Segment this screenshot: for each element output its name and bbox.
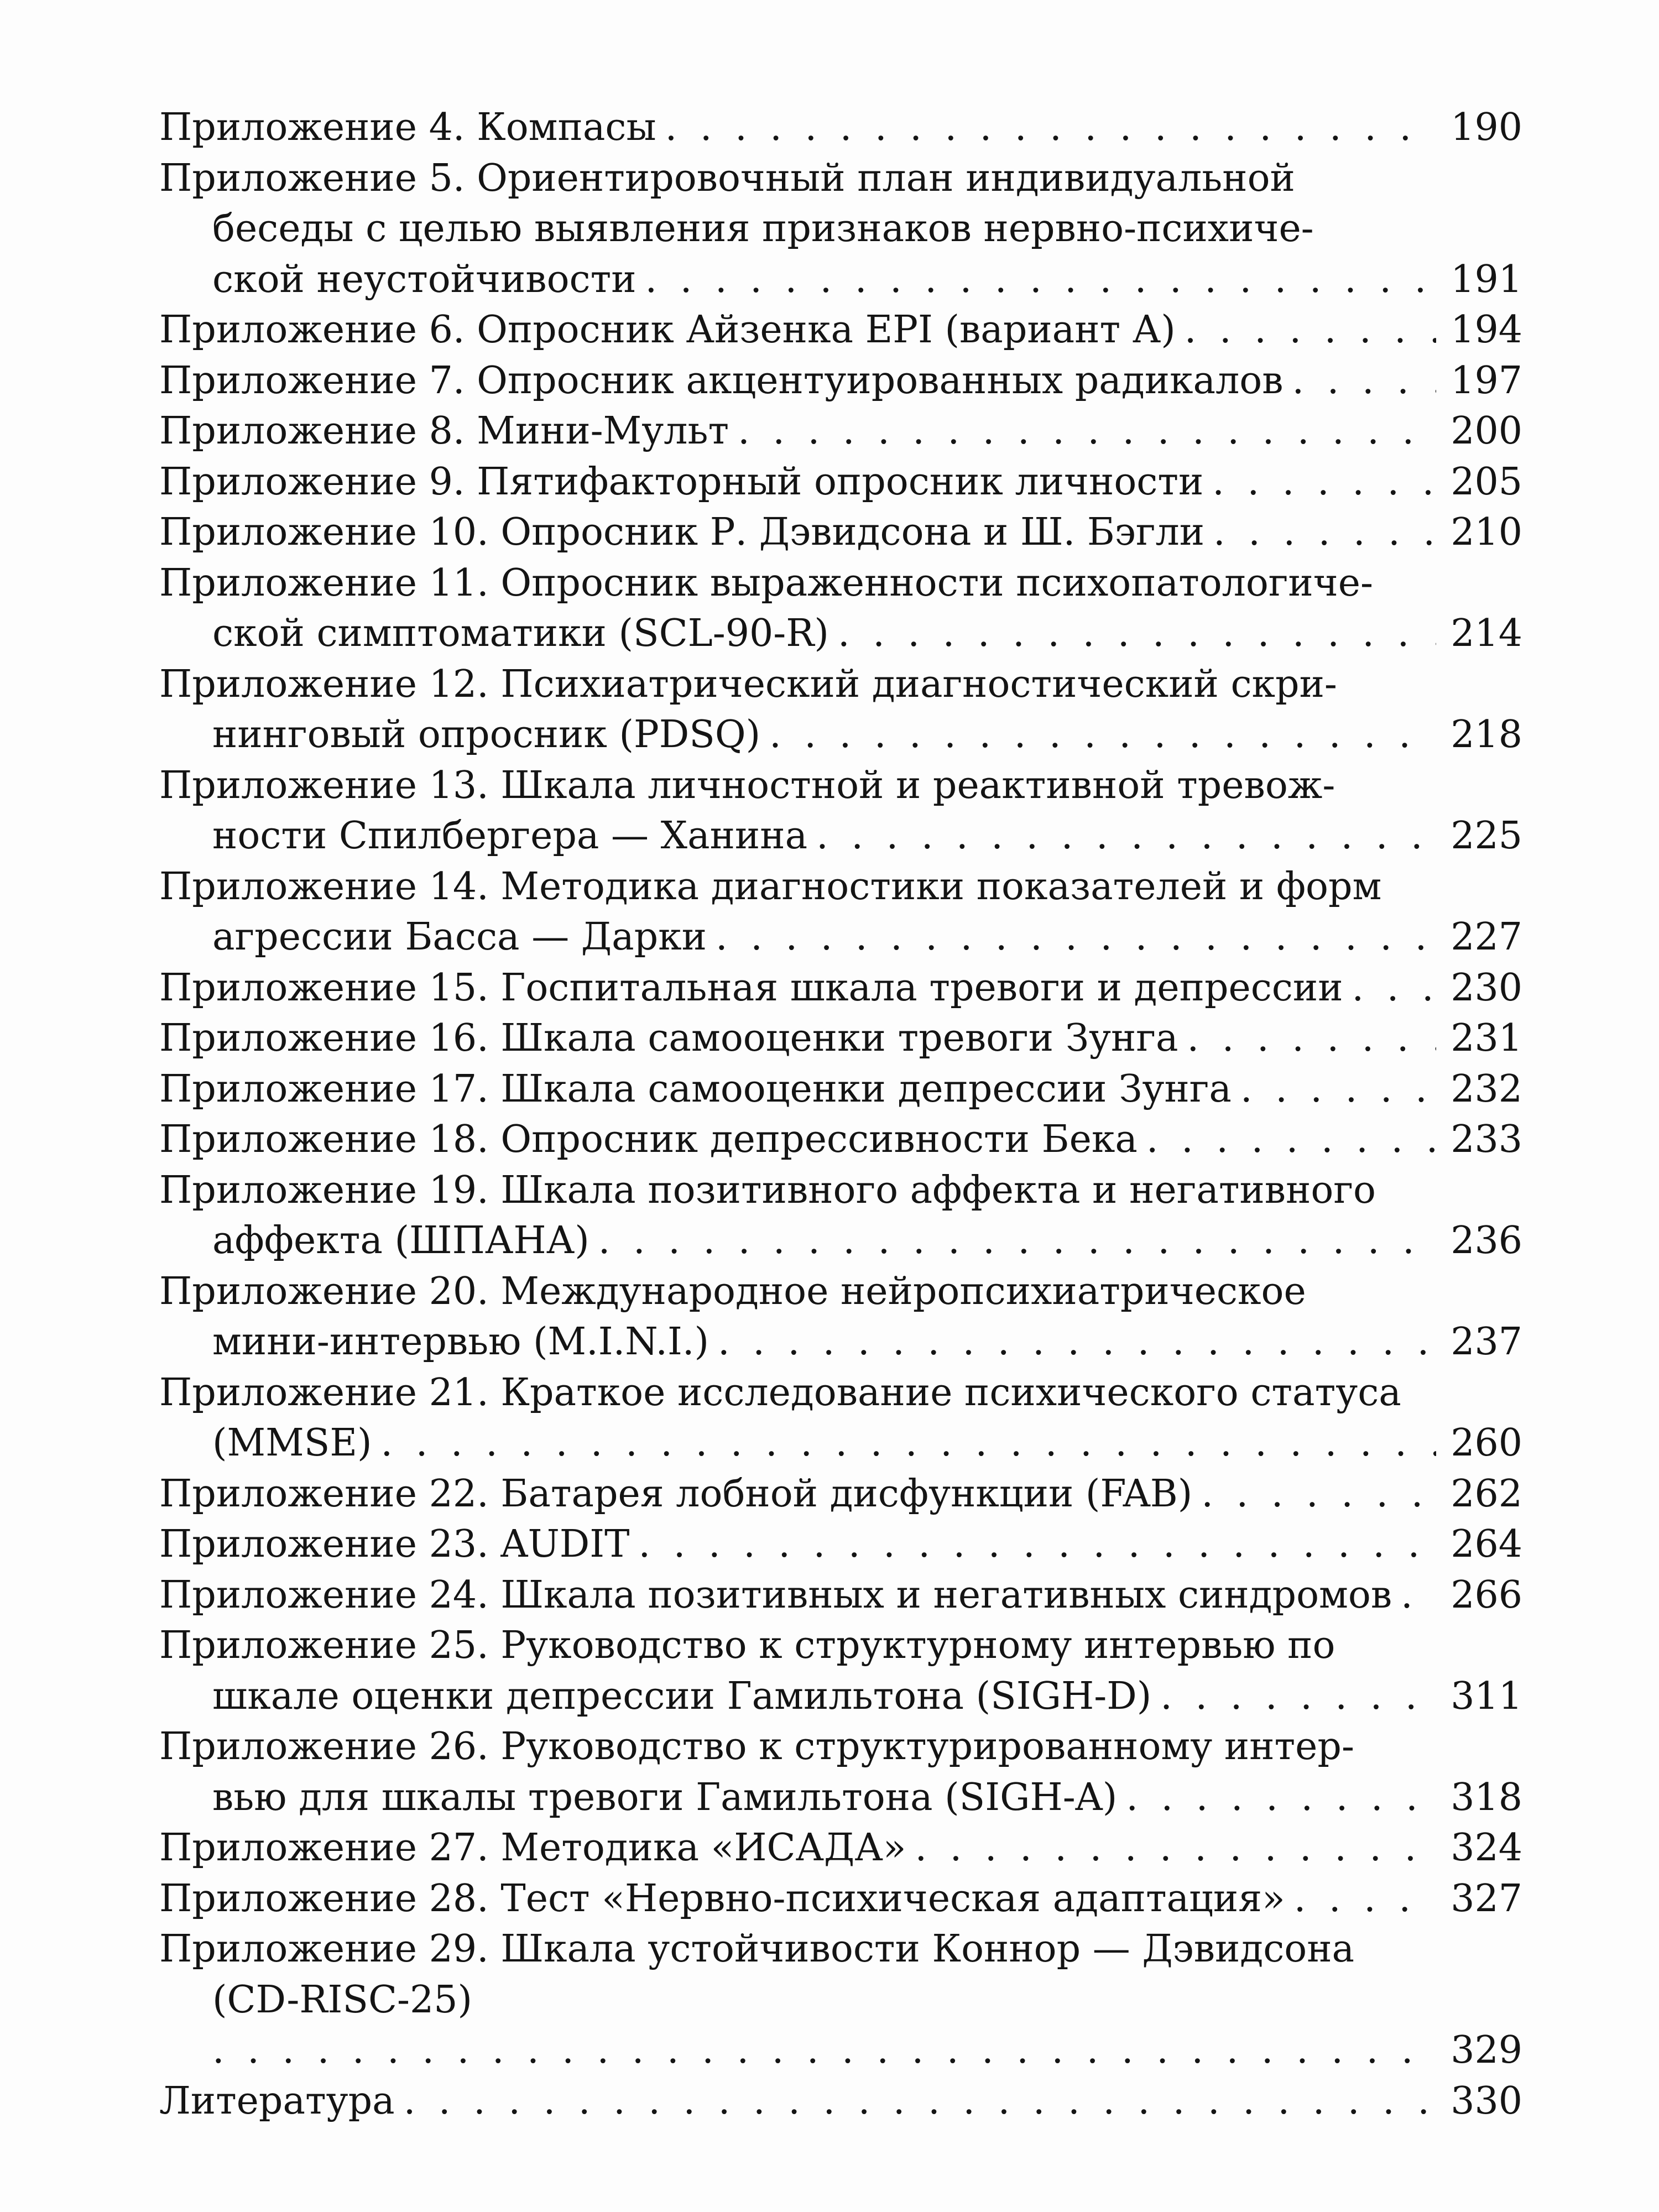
dot-leader	[1187, 1013, 1436, 1064]
toc-entry-last-line	[159, 912, 1522, 963]
toc-page-number: 330	[1451, 2079, 1522, 2123]
toc-entry-line	[159, 153, 1522, 204]
toc-entry-last-line	[159, 811, 1522, 862]
toc-page-number: 232	[1451, 1067, 1522, 1111]
toc-entry	[159, 862, 1522, 963]
toc-entry	[159, 1823, 1522, 1874]
toc-entry	[159, 963, 1522, 1014]
toc-page-number: 324	[1451, 1826, 1522, 1870]
toc-entry-line	[159, 1975, 1522, 2026]
toc-page-number: 233	[1451, 1118, 1522, 1161]
toc-page-number: 237	[1451, 1320, 1522, 1364]
toc-entry-title: ской симптоматики (SCL-90-R)	[212, 612, 829, 655]
dot-leader	[645, 254, 1436, 305]
toc-entry-last-line	[159, 1418, 1522, 1469]
table-of-contents	[159, 102, 1522, 2126]
dot-leader	[718, 1317, 1436, 1368]
toc-entry-line	[159, 1266, 1522, 1317]
toc-page-number: 205	[1451, 460, 1522, 504]
toc-page-number: 329	[1451, 2028, 1522, 2072]
toc-entry	[159, 406, 1522, 457]
toc-page-number: 230	[1451, 966, 1522, 1010]
toc-entry-title: Приложение 21. Краткое исследование психического статуса	[159, 1370, 1401, 1415]
toc-entry-title: Приложение 20. Международное нейропсихиатрическое	[159, 1269, 1306, 1313]
toc-entry-title: Приложение 24. Шкала позитивных и негативных синдромов	[159, 1573, 1392, 1617]
toc-entry-title: Приложение 28. Тест «Нервно-психическая адаптация»	[159, 1876, 1285, 1921]
toc-entry-title: мини-интервью (M.I.N.I.)	[212, 1320, 709, 1364]
dot-leader	[716, 912, 1436, 963]
toc-entry-last-line	[159, 2025, 1522, 2076]
toc-entry-title: Приложение 11. Опросник выраженности психопатологиче-	[159, 561, 1373, 605]
toc-page-number: 266	[1451, 1573, 1522, 1617]
toc-page-number: 218	[1451, 713, 1522, 757]
toc-entry-line	[159, 659, 1522, 710]
toc-entry	[159, 1924, 1522, 2076]
dot-leader	[404, 2076, 1436, 2127]
toc-entry-last-line	[159, 1114, 1522, 1165]
toc-entry	[159, 1064, 1522, 1115]
toc-entry-last-line	[159, 1317, 1522, 1368]
toc-entry-title: Приложение 26. Руководство к структурированному интер-	[159, 1725, 1354, 1768]
toc-page-number: 327	[1451, 1876, 1522, 1921]
toc-page-number: 227	[1451, 915, 1522, 959]
toc-entry-line	[159, 204, 1522, 254]
toc-entry-title: Приложение 29. Шкала устойчивости Коннор — Дэвидсона	[159, 1927, 1355, 1971]
toc-entry-title: Приложение 22. Батарея лобной дисфункции (FAB)	[159, 1472, 1193, 1516]
toc-entry-last-line	[159, 709, 1522, 760]
toc-entry-title: беседы с целью выявления признаков нервно-психиче-	[212, 207, 1314, 251]
toc-entry-title: Приложение 15. Госпитальная шкала тревоги и депрессии	[159, 966, 1343, 1010]
toc-entry	[159, 2076, 1522, 2127]
dot-leader	[381, 1418, 1436, 1469]
toc-page-number: 318	[1451, 1775, 1522, 1819]
toc-entry	[159, 507, 1522, 558]
toc-page-number: 236	[1451, 1219, 1522, 1262]
toc-entry	[159, 1874, 1522, 1924]
toc-entry-title: ности Спилбергера — Ханина	[212, 814, 808, 858]
toc-entry-last-line	[159, 963, 1522, 1014]
toc-page-number: 197	[1451, 358, 1522, 403]
toc-entry-last-line	[159, 1772, 1522, 1823]
dot-leader	[838, 608, 1436, 659]
toc-page-number: 262	[1451, 1472, 1522, 1516]
dot-leader	[769, 709, 1436, 760]
toc-entry	[159, 760, 1522, 862]
toc-entry-title: ской неустойчивости	[212, 257, 637, 301]
toc-entry-title: шкале оценки депрессии Гамильтона (SIGH-D)	[212, 1674, 1152, 1718]
toc-entry-title: Приложение 5. Ориентировочный план индивидуальной	[159, 156, 1295, 200]
toc-entry-line	[159, 558, 1522, 609]
toc-entry	[159, 153, 1522, 305]
toc-entry-last-line	[159, 1570, 1522, 1621]
toc-entry-title: нинговый опросник (PDSQ)	[212, 713, 761, 757]
toc-page-number: 194	[1451, 308, 1522, 352]
dot-leader	[1185, 305, 1436, 356]
toc-entry	[159, 356, 1522, 406]
toc-page-number: 200	[1451, 409, 1522, 453]
dot-leader	[1126, 1772, 1436, 1823]
toc-entry-title: Приложение 17. Шкала самооценки депрессии Зунга	[159, 1067, 1232, 1111]
toc-entry-title: Приложение 7. Опросник акцентуированных радикалов	[159, 358, 1284, 403]
toc-entry	[159, 457, 1522, 508]
toc-entry-title: Приложение 4. Компасы	[159, 106, 656, 149]
dot-leader	[212, 2025, 1436, 2076]
toc-page-number: 214	[1451, 612, 1522, 655]
dot-leader	[598, 1215, 1436, 1266]
toc-entry-line	[159, 1165, 1522, 1216]
toc-page-number: 311	[1451, 1674, 1522, 1718]
toc-entry-last-line	[159, 1469, 1522, 1520]
toc-entry-title: Приложение 9. Пятифакторный опросник личности	[159, 460, 1204, 504]
toc-entry-last-line	[159, 1823, 1522, 1874]
dot-leader	[1401, 1570, 1436, 1621]
dot-leader	[1160, 1671, 1436, 1722]
toc-entry-title: Приложение 6. Опросник Айзенка EPI (вариант А)	[159, 308, 1176, 352]
toc-entry-title: Литература	[159, 2079, 395, 2123]
dot-leader	[1212, 457, 1436, 508]
toc-entry	[159, 1620, 1522, 1721]
toc-entry-last-line	[159, 1215, 1522, 1266]
toc-entry	[159, 1114, 1522, 1165]
toc-entry-title: (MMSE)	[212, 1421, 372, 1465]
dot-leader	[816, 811, 1436, 862]
toc-entry-last-line	[159, 102, 1522, 153]
toc-page-number: 264	[1451, 1522, 1522, 1566]
toc-entry-title: (CD-RISC-25)	[212, 1978, 473, 2022]
toc-entry	[159, 1368, 1522, 1469]
toc-entry-title: Приложение 19. Шкала позитивного аффекта и негативного	[159, 1168, 1376, 1212]
toc-page-number: 191	[1451, 257, 1522, 301]
toc-entry	[159, 558, 1522, 659]
toc-entry	[159, 659, 1522, 760]
toc-entry-last-line	[159, 507, 1522, 558]
dot-leader	[1213, 507, 1436, 558]
toc-entry-line	[159, 1721, 1522, 1772]
dot-leader	[665, 102, 1436, 153]
toc-entry	[159, 1519, 1522, 1570]
dot-leader	[1352, 963, 1436, 1014]
toc-entry	[159, 1721, 1522, 1823]
toc-entry-line	[159, 1368, 1522, 1418]
dot-leader	[1240, 1064, 1436, 1115]
toc-entry-title: Приложение 25. Руководство к структурному интервью по	[159, 1624, 1335, 1667]
toc-entry	[159, 1469, 1522, 1520]
toc-entry-title: Приложение 16. Шкала самооценки тревоги Зунга	[159, 1016, 1178, 1060]
toc-entry-title: Приложение 14. Методика диагностики показателей и форм	[159, 864, 1382, 909]
toc-entry	[159, 1165, 1522, 1266]
toc-entry-title: Приложение 18. Опросник депрессивности Бека	[159, 1118, 1138, 1161]
toc-entry	[159, 305, 1522, 356]
toc-entry-last-line	[159, 305, 1522, 356]
dot-leader	[1201, 1469, 1436, 1520]
toc-page-number: 260	[1451, 1421, 1522, 1465]
dot-leader	[915, 1823, 1436, 1874]
toc-page-number: 210	[1451, 510, 1522, 554]
toc-entry-title: агрессии Басса — Дарки	[212, 915, 707, 959]
toc-page-number: 225	[1451, 814, 1522, 858]
toc-entry	[159, 1013, 1522, 1064]
toc-entry-last-line	[159, 254, 1522, 305]
toc-entry-line	[159, 862, 1522, 912]
toc-entry-title: Приложение 23. AUDIT	[159, 1522, 630, 1566]
toc-entry-last-line	[159, 1064, 1522, 1115]
toc-entry-last-line	[159, 1013, 1522, 1064]
toc-entry-line	[159, 1620, 1522, 1671]
toc-entry-title: Приложение 8. Мини-Мульт	[159, 409, 729, 453]
toc-entry-line	[159, 1924, 1522, 1975]
toc-entry-title: вью для шкалы тревоги Гамильтона (SIGH-A)	[212, 1775, 1118, 1819]
dot-leader	[1292, 356, 1437, 406]
dot-leader	[639, 1519, 1437, 1570]
toc-entry-last-line	[159, 1519, 1522, 1570]
toc-entry-last-line	[159, 406, 1522, 457]
toc-entry-last-line	[159, 2076, 1522, 2127]
toc-entry-title: аффекта (ШПАНА)	[212, 1219, 589, 1262]
toc-entry-last-line	[159, 1671, 1522, 1722]
toc-entry-title: Приложение 13. Шкала личностной и реактивной тревож-	[159, 763, 1335, 807]
toc-entry-last-line	[159, 608, 1522, 659]
toc-entry	[159, 102, 1522, 153]
toc-page-number: 190	[1451, 106, 1522, 149]
toc-entry-title: Приложение 27. Методика «ИСАДА»	[159, 1826, 906, 1870]
toc-entry-last-line	[159, 1874, 1522, 1924]
toc-entry	[159, 1266, 1522, 1368]
toc-entry	[159, 1570, 1522, 1621]
toc-entry-last-line	[159, 457, 1522, 508]
dot-leader	[738, 406, 1436, 457]
toc-entry-line	[159, 760, 1522, 811]
dot-leader	[1294, 1874, 1436, 1924]
toc-entry-last-line	[159, 356, 1522, 406]
toc-entry-title: Приложение 12. Психиатрический диагностический скри-	[159, 662, 1337, 706]
toc-page-number: 231	[1451, 1016, 1522, 1060]
dot-leader	[1146, 1114, 1436, 1165]
toc-entry-title: Приложение 10. Опросник Р. Дэвидсона и Ш. Бэгли	[159, 510, 1205, 554]
